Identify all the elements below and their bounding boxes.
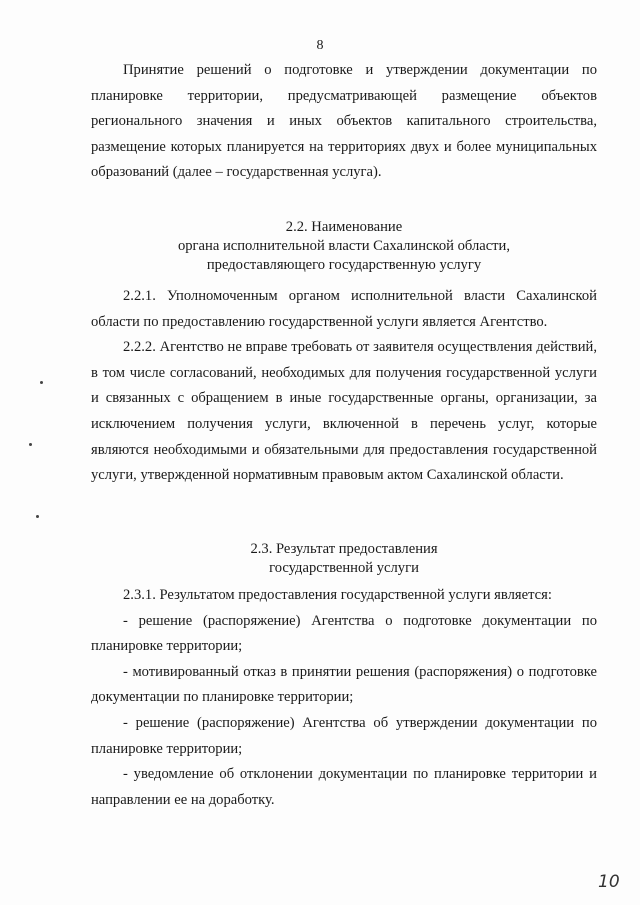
intro-paragraph: Принятие решений о подготовке и утверждении документации по планировке территории, предусматривающей размещение объектов регионального значения и иных объектов капитального строительства, размещение которых планируется на территориях двух и более муниципальных образований (далее – государственная услуга). bbox=[91, 62, 597, 181]
result-item: - решение (распоряжение) Агентства об утверждении документации по планировке территории; bbox=[91, 714, 597, 757]
intro-block bbox=[91, 58, 597, 186]
result-item: - решение (распоряжение) Агентства о подготовке документации по планировке территории; bbox=[91, 612, 597, 655]
section-2-2-body bbox=[91, 284, 597, 489]
paragraph-2-3-1: 2.3.1. Результатом предоставления государственной услуги является: bbox=[123, 587, 552, 603]
heading-line: 2.2. Наименование bbox=[285, 219, 403, 235]
paragraph-2-2-1: 2.2.1. Уполномоченным органом исполнительной власти Сахалинской области по предоставлению государственной услуги является Агентство. bbox=[91, 288, 597, 330]
page-number: 8 bbox=[316, 38, 324, 53]
section-2-3-heading bbox=[91, 540, 597, 578]
scan-speck bbox=[29, 443, 32, 446]
section-2-2-heading bbox=[91, 218, 597, 275]
paragraph-2-2-2: 2.2.2. Агентство не вправе требовать от заявителя осуществления действий, в том числе согласований, необходимых для получения государственной услуги и связанных с обращением в иные государственные органы, организации, за исключением получения услуги, включенной в перечень услуг, которые являются необходимыми и обязательными для предоставления государственной услуги, утвержденной нормативным правовым актом Сахалинской области. bbox=[91, 339, 597, 484]
scan-speck bbox=[40, 381, 43, 384]
heading-line: предоставляющего государственную услугу bbox=[206, 257, 482, 273]
heading-line: органа исполнительной власти Сахалинской области, bbox=[177, 238, 511, 254]
result-item: - мотивированный отказ в принятии решения (распоряжения) о подготовке документации по планировке территории; bbox=[91, 663, 597, 706]
heading-line: 2.3. Результат предоставления bbox=[250, 541, 438, 557]
heading-line: государственной услуги bbox=[269, 560, 419, 576]
scan-speck bbox=[36, 515, 39, 518]
corner-page-number: 10 bbox=[598, 872, 620, 892]
result-item: - уведомление об отклонении документации по планировке территории и направлении ее на доработку. bbox=[91, 766, 597, 808]
section-2-3-body bbox=[91, 583, 597, 813]
